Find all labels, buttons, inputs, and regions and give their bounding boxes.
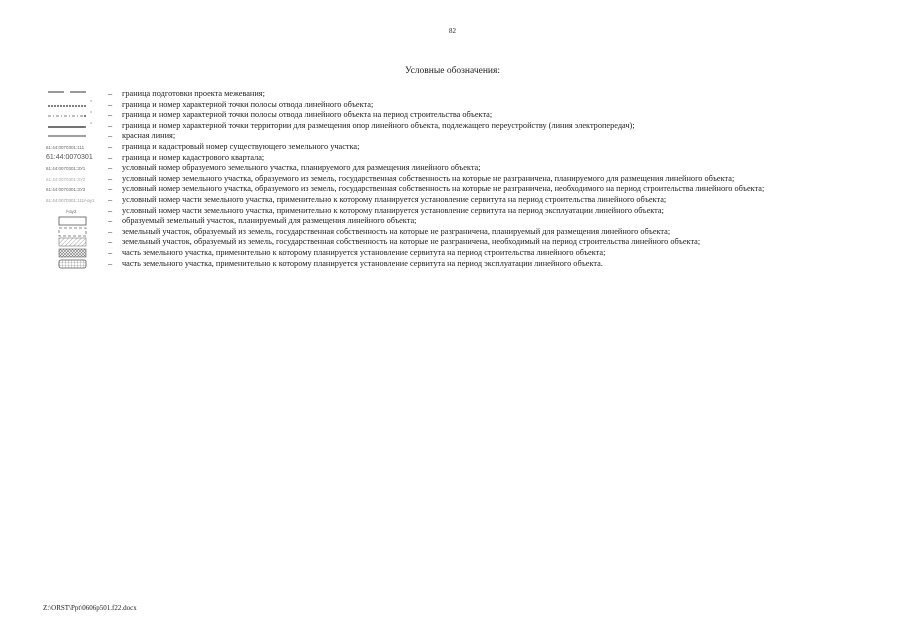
legend-text: условный номер части земельного участка, применительно к которому планируется установление сервитута на период строительства линейного объекта; [122,194,667,204]
dash: – [108,205,113,215]
dash: – [108,152,113,162]
legend-symbol-box-hatched [44,237,106,248]
legend-row [44,184,864,195]
legend-row [44,259,864,270]
dash: – [108,163,113,173]
dash: – [108,258,113,268]
dash: – [108,110,113,120]
legend-row [44,216,864,227]
legend-symbol-support-territory [44,121,106,132]
legend-symbol-boundary-project [44,89,106,100]
legend-text: условный номер образуемого земельного участка, планируемого для размещения линейного объекта; [122,163,481,173]
legend-row [44,195,864,206]
legend-symbol-part-1 [44,195,106,206]
symbol-label: 61:44:0070301:111/чзу1 [46,197,95,203]
dash: – [108,194,113,204]
legend-symbol-part-2 [44,206,106,217]
legend-title: Условные обозначения: [404,66,500,76]
legend-symbol-strip-boundary [44,100,106,111]
legend-text: земельный участок, образуемый из земель, государственная собственность на которые не разграничена, планируемый для размещения линейного объекта; [122,226,671,236]
dash: – [108,237,113,247]
legend-row [44,131,864,142]
legend-text: граница и номер характерной точки полосы отвода линейного объекта на период строительства объекта; [122,110,493,120]
legend-text: условный номер земельного участка, образуемого из земель, государственная собственность на которые не разграничена, необходимого на период строительства линейного объекта; [122,184,765,194]
symbol-label: 61:44:0070301:111 [46,144,85,150]
legend-symbol-box-plain [44,216,106,227]
dash: – [108,141,113,151]
legend-text: красная линия; [122,131,176,141]
legend-text: часть земельного участка, применительно к которому планируется установление сервитута на период эксплуатации линейного объекта. [122,258,603,268]
legend-row [44,248,864,259]
dash: – [108,89,113,98]
legend-text: условный номер земельного участка, образуемого из земель, государственная собственность на которые не разграничена, планируемого для размещения линейного объекта; [122,173,735,183]
dash: – [108,99,113,109]
legend-symbol-quarter [44,153,106,164]
legend-symbol-conditional-3 [44,184,106,195]
legend-symbol-red-line [44,131,106,142]
symbol-label: 61:44:0070301:ЗУ1 [46,166,86,172]
legend-symbol-strip-construction [44,110,106,121]
legend-text: граница и номер кадастрового квартала; [122,152,265,162]
legend-row [44,89,864,100]
page-number: 82 [449,27,456,35]
dash: – [108,120,113,130]
legend-symbol-conditional-2 [44,174,106,185]
legend-row [44,153,864,164]
legend-row [44,100,864,111]
legend-row [44,237,864,248]
dash: – [108,226,113,236]
legend-text: граница подготовки проекта межевания; [122,89,265,98]
file-path-footer: Z:\ORST\Ppt\0606p501.f22.docx [43,604,137,612]
legend-text: часть земельного участка, применительно к которому планируется установление сервитута на период строительства линейного объекта; [122,247,606,257]
legend-row [44,142,864,153]
symbol-label: 61:44:0070301:ЗУ3 [46,187,86,193]
legend-text: условный номер части земельного участка, применительно к которому планируется установление сервитута на период эксплуатации линейного объекта; [122,205,664,215]
legend-symbol-parcel [44,142,106,153]
dash: – [108,131,113,141]
legend-row [44,121,864,132]
legend-list [44,89,864,269]
legend-text: граница и кадастровый номер существующего земельного участка; [122,141,360,151]
dash: – [108,247,113,257]
legend-symbol-conditional [44,163,106,174]
legend-symbol-box-dashed [44,227,106,238]
symbol-label: 61:44:0070301 [46,153,93,161]
legend-row [44,174,864,185]
dash: – [108,173,113,183]
symbol-label: /чзу2 [66,208,77,214]
legend-text: земельный участок, образуемый из земель, государственная собственность на которые не разграничена, необходимый на период строительства линейного объекта; [122,237,701,247]
legend-text: граница и номер характерной точки полосы отвода линейного объекта; [122,99,374,109]
legend-symbol-box-crosshatch [44,248,106,259]
legend-row [44,206,864,217]
legend-row [44,110,864,121]
legend-text: образуемый земельный участок, планируемый для размещения линейного объекта; [122,216,417,226]
legend-symbol-box-grid [44,259,106,270]
dash: – [108,216,113,226]
symbol-label: 61:44:0070301:ЗУ2 [46,176,86,182]
legend-row [44,227,864,238]
legend-text: граница и номер характерной точки территории для размещения опор линейного объекта, подлежащего переустройству (линия электропередач); [122,120,635,130]
legend-row [44,163,864,174]
dash: – [108,184,113,194]
